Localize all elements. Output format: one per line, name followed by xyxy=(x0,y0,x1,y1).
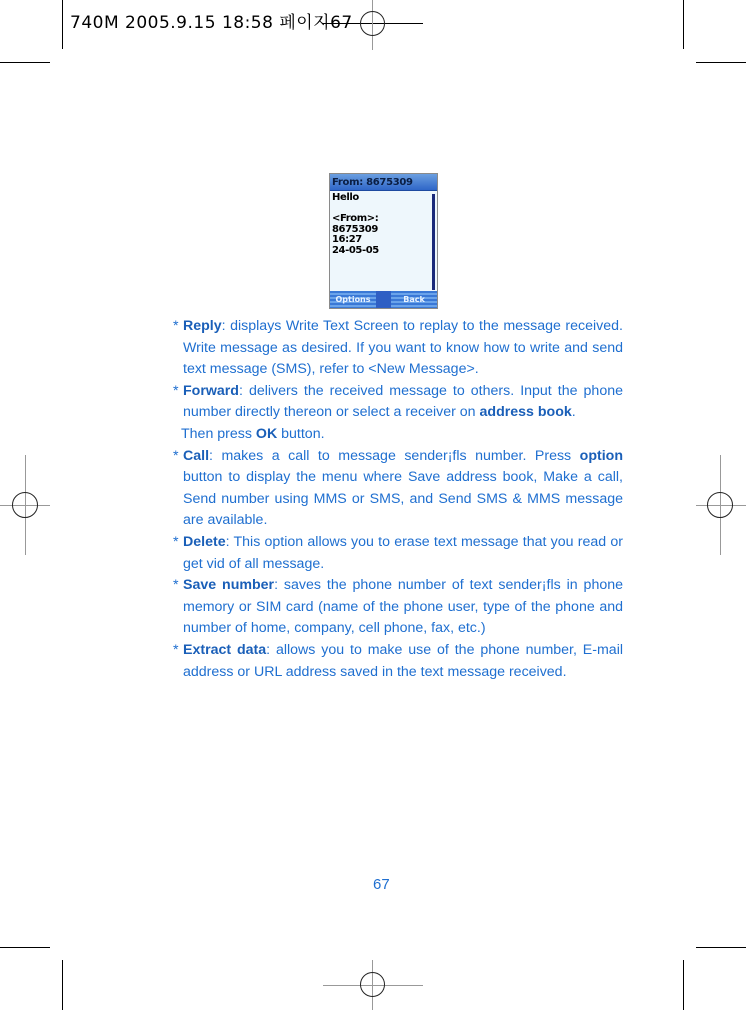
print-header: 740M 2005.9.15 18:58 페이지67 xyxy=(70,13,353,33)
address-book-term: address book xyxy=(479,404,572,421)
term-delete: Delete xyxy=(183,533,226,550)
extract-data-description: : allows you to make use of the phone number, E-mail address or URL address saved in the text message received. xyxy=(183,641,624,680)
phone-screen xyxy=(329,173,438,309)
message-body xyxy=(332,193,379,256)
punctuation: . xyxy=(571,404,576,421)
ok-term: OK xyxy=(255,425,278,442)
term-reply: Reply xyxy=(183,318,222,334)
crop-mark xyxy=(62,0,63,49)
message-line: 8675309 xyxy=(332,223,378,235)
term-extract-data: Extract data xyxy=(183,641,267,658)
bullet: * xyxy=(173,533,179,550)
crop-mark xyxy=(683,960,684,1010)
registration-target-icon xyxy=(707,492,733,518)
save-number-item xyxy=(173,575,623,640)
message-line: <From>: xyxy=(332,213,379,224)
crop-mark xyxy=(683,0,684,49)
term-call: Call xyxy=(183,447,210,464)
softkey-bar xyxy=(330,291,437,308)
registration-target-icon xyxy=(360,11,385,36)
call-item xyxy=(173,446,623,532)
message-line: 16:27 xyxy=(332,234,362,245)
scrollbar xyxy=(432,194,435,290)
message-line: 24-05-05 xyxy=(332,244,379,256)
bullet: * xyxy=(173,382,179,399)
bullet: * xyxy=(173,318,179,334)
crop-mark xyxy=(0,62,50,63)
term-forward: Forward xyxy=(183,382,239,399)
bullet: * xyxy=(173,447,179,464)
forward-then: Then press xyxy=(181,425,256,442)
options-softkey: Options xyxy=(335,295,371,304)
option-descriptions xyxy=(173,316,623,683)
bullet: * xyxy=(173,577,179,594)
crop-mark xyxy=(696,62,746,63)
crop-mark xyxy=(0,947,50,948)
reply-item xyxy=(173,316,623,381)
call-description: : makes a call to message sender¡fls number. Press xyxy=(209,447,580,464)
center-softkey xyxy=(376,291,391,308)
term-save-number: Save number xyxy=(183,577,275,594)
extract-data-item xyxy=(173,640,623,683)
call-description-rest: button to display the menu where Save address book, Make a call, Send number using MMS or SMS, and Send SMS & MMS message are available. xyxy=(183,469,623,529)
delete-description: : This option allows you to erase text message that you read or get vid of all message. xyxy=(183,533,623,572)
message-from-title: From: 8675309 xyxy=(330,174,437,191)
registration-target-icon xyxy=(360,972,385,997)
option-term: option xyxy=(579,447,623,464)
forward-button-text: button. xyxy=(277,425,325,442)
delete-item xyxy=(173,532,623,575)
message-line: Hello xyxy=(332,192,359,203)
forward-item xyxy=(173,381,623,446)
back-softkey: Back xyxy=(403,295,425,304)
save-number-description: : saves the phone number of text sender¡fls in phone memory or SIM card (name of the phone user, type of the phone and number of home, company, cell phone, fax, etc.) xyxy=(183,577,623,637)
forward-description: : delivers the received message to others. Input the phone number directly thereon or select a receiver on xyxy=(183,382,623,421)
reply-description: : displays Write Text Screen to replay to the message received. Write message as desired. If you want to know how to write and send text message (SMS), refer to <New Message>. xyxy=(183,318,623,378)
page-number: 67 xyxy=(373,876,390,893)
bullet: * xyxy=(173,641,179,658)
crop-mark xyxy=(62,960,63,1010)
registration-target-icon xyxy=(12,492,38,518)
crop-mark xyxy=(696,947,746,948)
